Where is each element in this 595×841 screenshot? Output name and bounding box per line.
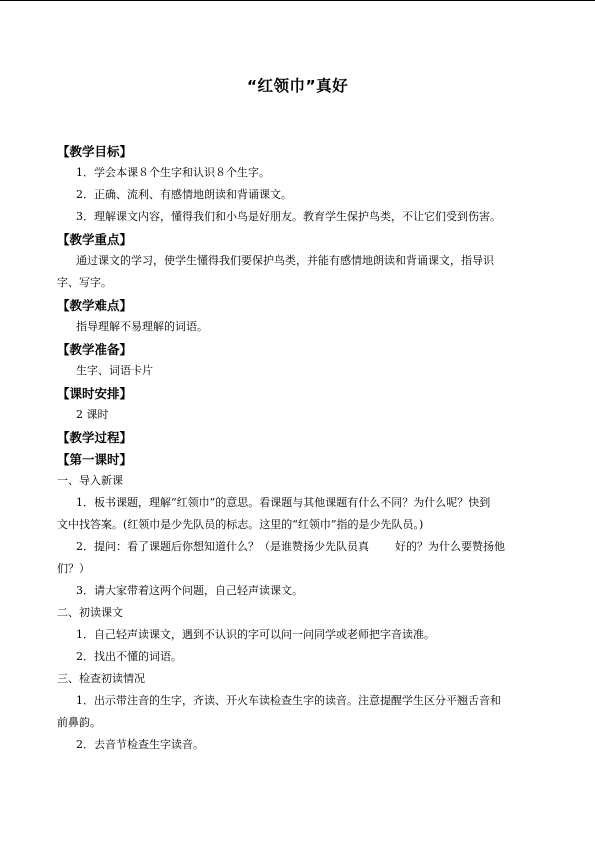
part2-item1: 1．自己轻声读课文，遇到不认识的字可以问一问同学或老师把字音读准。 xyxy=(76,628,435,641)
part1-title: 一、导入新课 xyxy=(57,474,123,487)
part1-item1-line1: 1．板书课题，理解“红领巾”的意思。看课题与其他课题有什么不同？为什么呢？快到 xyxy=(76,496,491,509)
key-points-text-line1: 通过课文的学习，使学生懂得我们要保护鸟类，并能有感情地朗读和背诵课文，指导识 xyxy=(76,254,494,267)
part1-item1-line2: 文中找答案。(红领巾是少先队员的标志。这里的“红领巾”指的是少先队员。) xyxy=(57,518,424,531)
heading-difficulties: 【教学难点】 xyxy=(57,298,133,313)
part1-item2-line1 xyxy=(76,540,595,554)
part3-item1-line1: 1．出示带注音的生字，齐读、开火车读检查生字的读音。注意提醒学生区分平翘舌音和 xyxy=(76,694,501,707)
key-points-text-line2: 字、写字。 xyxy=(57,276,112,289)
part2-title: 二、初读课文 xyxy=(57,606,123,619)
part2-item2: 2．找出不懂的词语。 xyxy=(76,650,182,663)
goal-item-2: 2．正确、流利、有感情地朗读和背诵课文。 xyxy=(76,188,292,201)
goal-item-1: 1．学会本课８个生字和认识８个生字。 xyxy=(76,166,270,179)
part1-item3: 3．请大家带着这两个问题，自己轻声读课文。 xyxy=(76,584,303,597)
schedule-text: 2 课时 xyxy=(76,408,109,421)
heading-first-lesson: 【第一课时】 xyxy=(57,452,133,467)
heading-teaching-goals: 【教学目标】 xyxy=(57,144,133,159)
top-border-line xyxy=(0,0,595,1)
part3-item2: 2．去音节检查生字读音。 xyxy=(76,738,204,751)
heading-preparation: 【教学准备】 xyxy=(57,342,133,357)
part3-item1-line2: 前鼻韵。 xyxy=(57,716,101,729)
part1-item2-line1-b: 好的？为什么要赞扬他 xyxy=(395,540,505,553)
part3-title: 三、检查初读情况 xyxy=(57,672,145,685)
preparation-text: 生字、词语卡片 xyxy=(76,364,153,377)
heading-process: 【教学过程】 xyxy=(57,430,133,445)
part1-item2-line1-a: 2．提问：看了课题后你想知道什么？（是谁赞扬少先队员真 xyxy=(76,540,369,553)
heading-key-points: 【教学重点】 xyxy=(57,232,133,247)
heading-schedule: 【课时安排】 xyxy=(57,386,133,401)
difficulties-text: 指导理解不易理解的词语。 xyxy=(76,320,208,333)
goal-item-3: 3．理解课文内容，懂得我们和小鸟是好朋友。教育学生保护鸟类，不让它们受到伤害。 xyxy=(76,210,501,223)
document-title: “红领巾”真好 xyxy=(246,77,349,95)
part1-item2-line2: 们？） xyxy=(57,562,90,575)
